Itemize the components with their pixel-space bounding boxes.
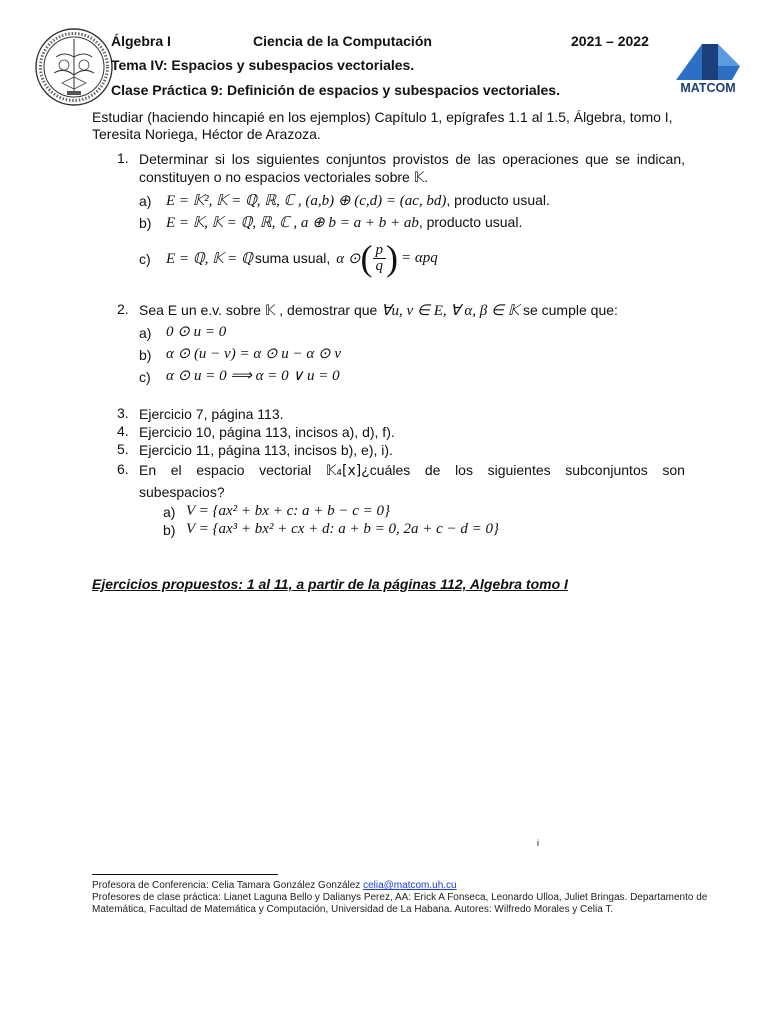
ex2-text: Sea E un e.v. sobre 𝕂 , demostrar que ∀u, v ∈ E, ∀ α, β ∈ 𝕂 se cumple que: <box>139 302 618 319</box>
ex6-b-label: b) <box>163 522 176 538</box>
ex1-text-1: Determinar si los siguientes conjuntos provistos de las operaciones que se indican, <box>139 151 685 167</box>
footnote-separator <box>92 874 278 875</box>
footnote-line-1: Profesora de Conferencia: Celia Tamara González González celia@matcom.uh.cu <box>92 880 457 891</box>
ex1-b-math: E = 𝕂, 𝕂 = ℚ, ℝ, ℂ , a ⊕ b = a + b + ab <box>166 215 419 231</box>
ex1-c-alpha: α ⊙ <box>336 250 361 267</box>
item-4-number: 4. <box>117 423 129 439</box>
intro-line-2: Teresita Noriega, Héctor de Arazoza. <box>92 126 321 142</box>
polynomial-space: 𝕂₄[x] <box>325 463 362 479</box>
university-seal-icon <box>34 27 114 107</box>
ex2-b-math: α ⊙ (u − v) = α ⊙ u − α ⊙ v <box>166 346 341 362</box>
ex1-c-fraction: $\frac{p}{q}$ <box>373 243 387 274</box>
ex6-a-math: V = {ax² + bx + c: a + b − c = 0} <box>186 503 390 519</box>
footnote-line-2: Profesores de clase práctica: Lianet Laguna Bello y Dalianys Perez, AA: Erick A Fonseca, Leonardo Ulloa, Juliet Bringas. Departamento de <box>92 892 708 903</box>
ex2-quantifier: ∀u, v ∈ E, ∀ α, β ∈ 𝕂 <box>381 303 520 319</box>
ex2-a-math: 0 ⊙ u = 0 <box>166 324 227 340</box>
item-3-number: 3. <box>117 405 129 421</box>
ex1-b: E = 𝕂, 𝕂 = ℚ, ℝ, ℂ , a ⊕ b = a + b + ab, producto usual. <box>166 214 523 231</box>
matcom-logo-text: MATCOM <box>680 81 736 95</box>
intro-line-1: Estudiar (haciendo hincapié en los ejemplos) Capítulo 1, epígrafes 1.1 al 1.5, Álgebra, tomo I, <box>92 109 673 125</box>
topic-title: Tema IV: Espacios y subespacios vectoriales. <box>111 57 415 73</box>
ex1-a-label: a) <box>139 193 152 209</box>
ex2-number: 2. <box>117 301 129 317</box>
ex1-c: E = ℚ, 𝕂 = ℚ suma usual, α ⊙ ( $\frac{p}{q}$ ) = αpq <box>166 238 438 278</box>
field-symbol: 𝕂 <box>413 170 425 186</box>
class-title: Clase Práctica 9: Definición de espacios y subespacios vectoriales. <box>111 82 560 98</box>
item-3-text: Ejercicio 7, página 113. <box>139 406 284 422</box>
ex6-a-label: a) <box>163 504 176 520</box>
item-4-text: Ejercicio 10, página 113, incisos a), d), f). <box>139 424 395 440</box>
ex1-c-label: c) <box>139 251 151 267</box>
proposed-exercises: Ejercicios propuestos: 1 al 11, a partir de la páginas 112, Algebra tomo I <box>92 576 568 592</box>
footnote-line-3: Matemática, Facultad de Matemática y Computación, Universidad de La Habana. Autores: Wilfredo Morales y Celia T. <box>92 904 614 915</box>
course-title: Álgebra I <box>111 33 171 49</box>
ex1-c-rhs: = αpq <box>401 249 438 266</box>
ex6-number: 6. <box>117 461 129 477</box>
ex2-c-label: c) <box>139 369 151 385</box>
ex1-text-2: constituyen o no espacios vectoriales sobre 𝕂. <box>139 169 429 186</box>
ex2-b-label: b) <box>139 347 152 363</box>
ex2-c-math: α ⊙ u = 0 ⟹ α = 0 ∨ u = 0 <box>166 368 340 384</box>
ex1-number: 1. <box>117 150 129 166</box>
ex6-text-1: En el espacio vectorial 𝕂₄[x]¿cuáles de los siguientes subconjuntos son <box>139 462 685 479</box>
ex6-b-math: V = {ax³ + bx² + cx + d: a + b = 0, 2a + c − d = 0} <box>186 521 500 537</box>
ex2-a-label: a) <box>139 325 152 341</box>
academic-year: 2021 – 2022 <box>571 33 649 49</box>
footnote-marker: i <box>537 838 539 848</box>
ex1-c-math: E = ℚ, 𝕂 = ℚ <box>166 250 253 267</box>
ex6-text-2: subespacios? <box>139 484 225 500</box>
item-5-text: Ejercicio 11, página 113, incisos b), e), i). <box>139 442 393 458</box>
ex1-a-math: E = 𝕂², 𝕂 = ℚ, ℝ, ℂ , (a,b) ⊕ (c,d) = (ac, bd) <box>166 193 447 209</box>
email-link[interactable]: celia@matcom.uh.cu <box>363 880 457 891</box>
ex1-a: E = 𝕂², 𝕂 = ℚ, ℝ, ℂ , (a,b) ⊕ (c,d) = (ac, bd), producto usual. <box>166 192 550 209</box>
ex1-b-label: b) <box>139 215 152 231</box>
item-5-number: 5. <box>117 441 129 457</box>
program-name: Ciencia de la Computación <box>253 33 432 49</box>
